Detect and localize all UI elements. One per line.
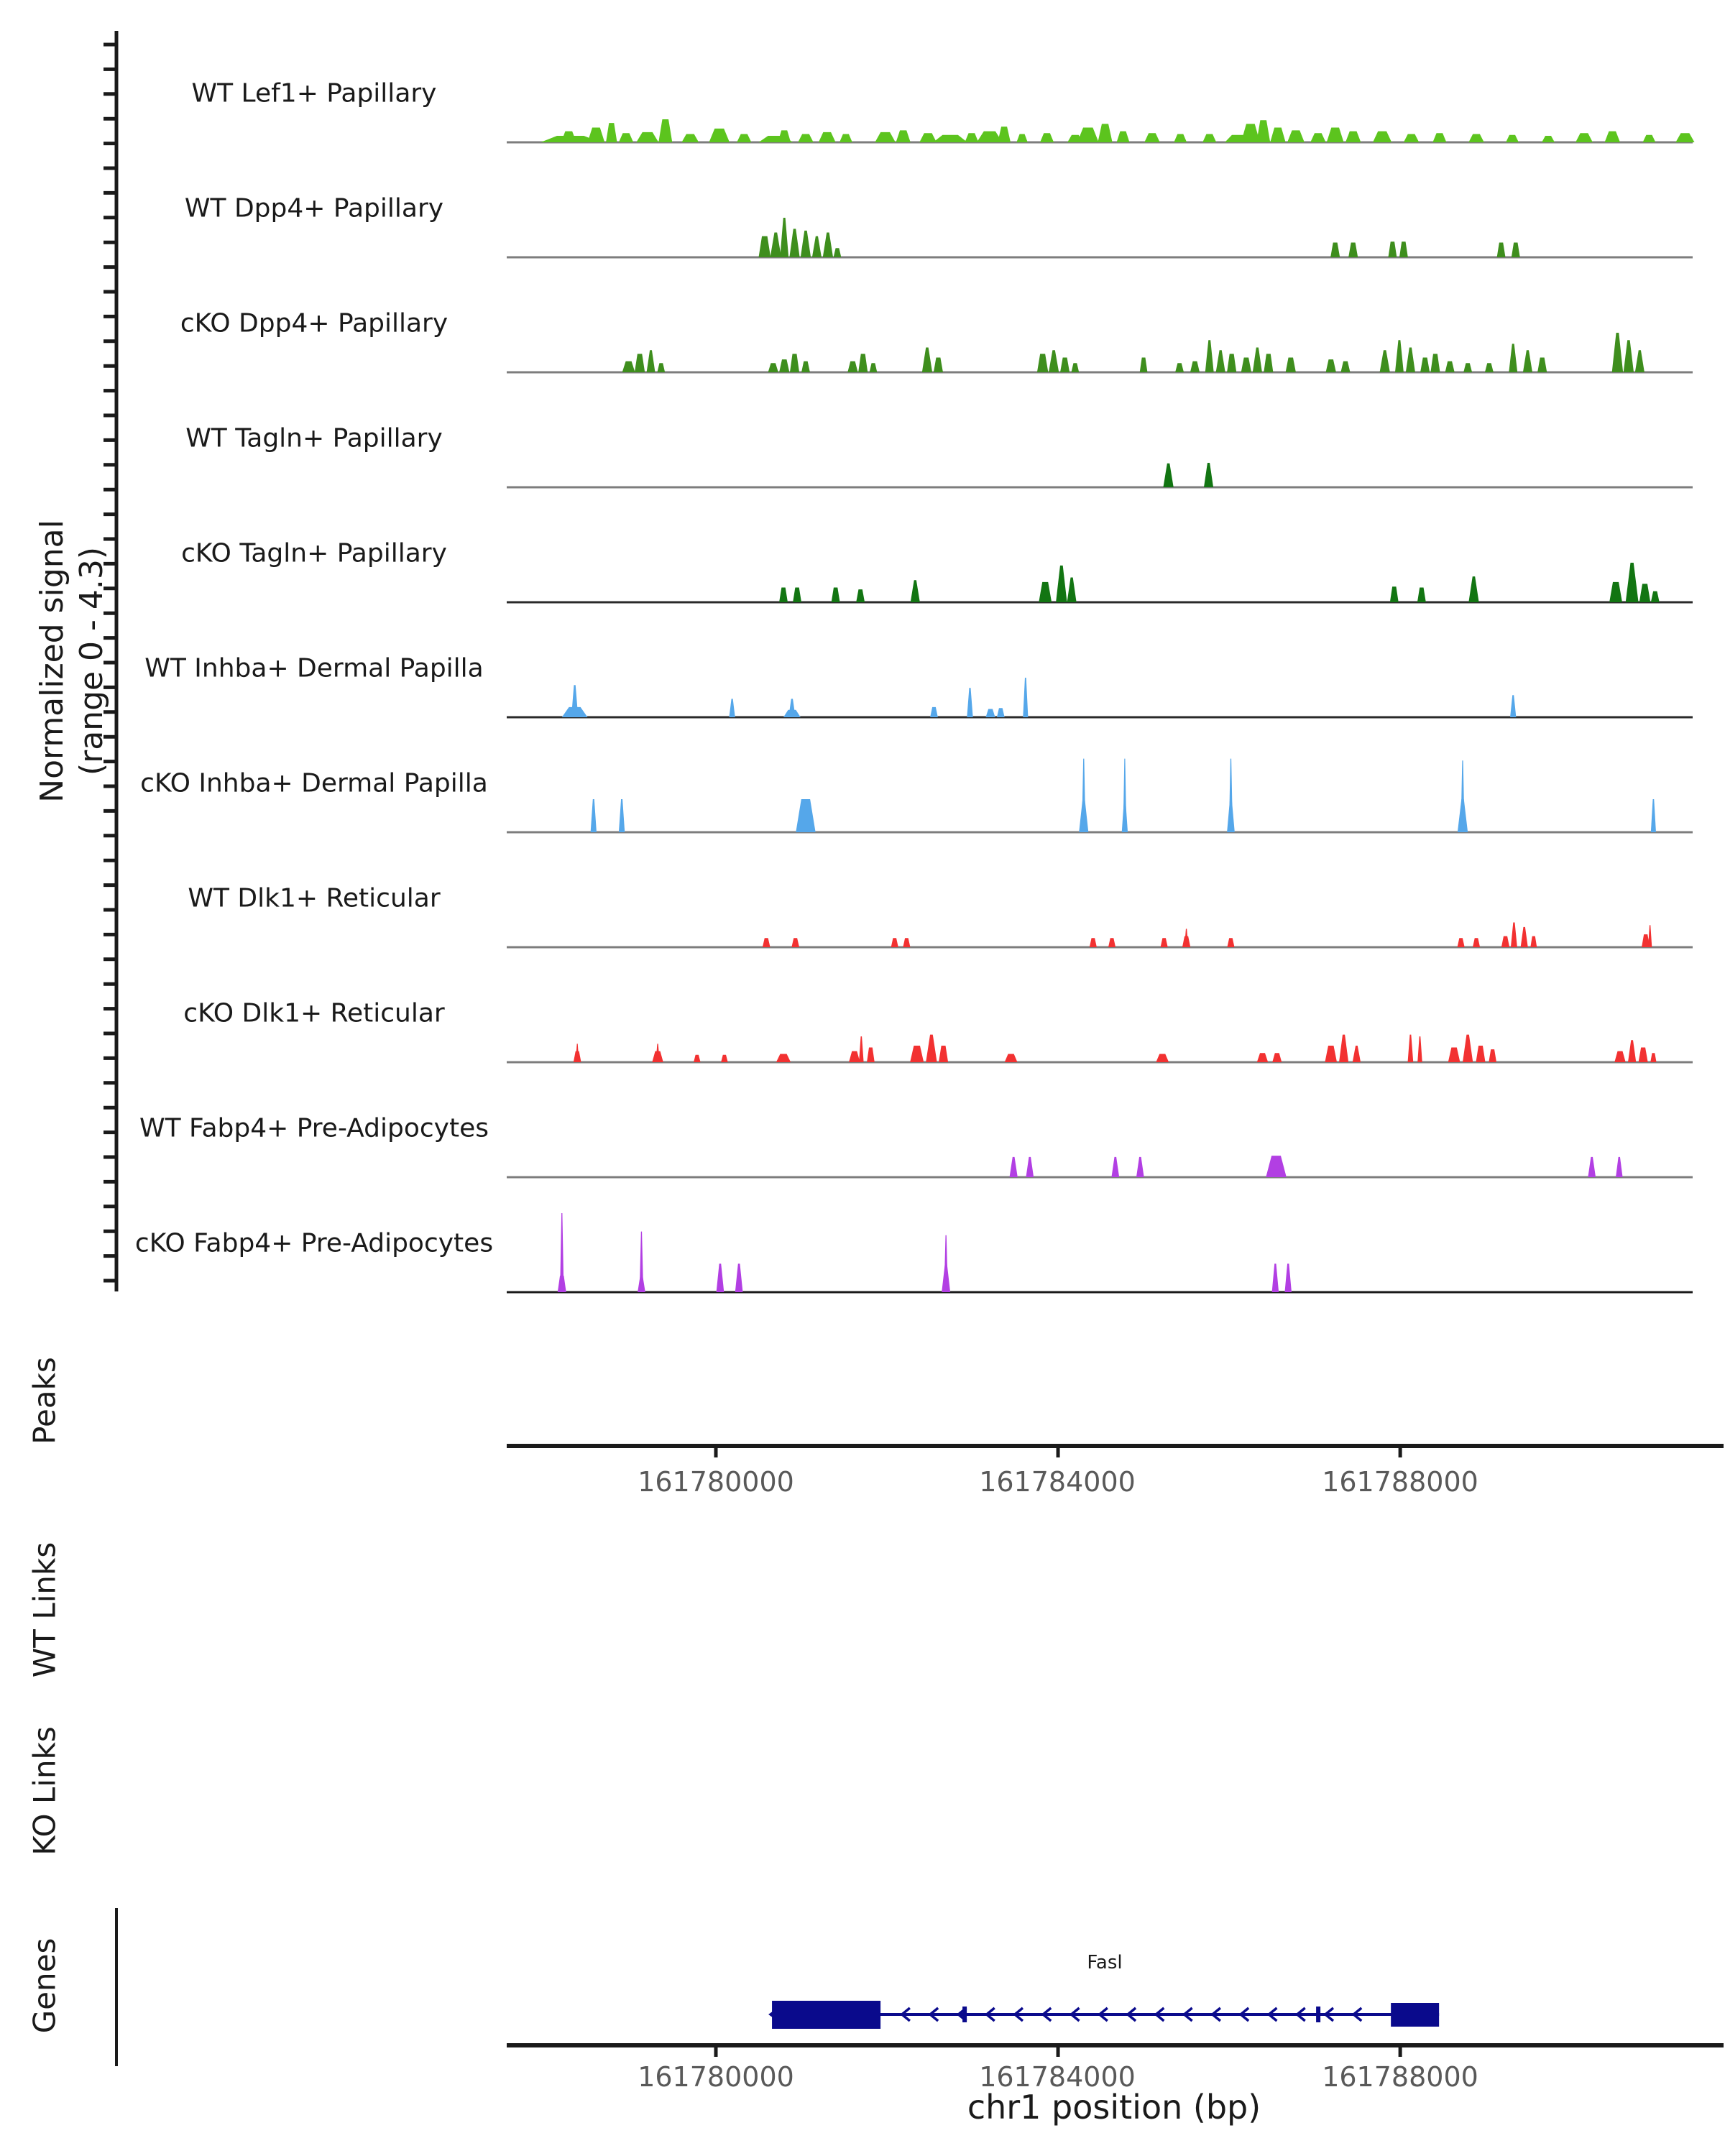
section-label-peaks: Peaks xyxy=(27,1357,63,1445)
signal-peak xyxy=(896,130,911,142)
signal-peak xyxy=(1509,344,1517,372)
track-label-wt-lef1: WT Lef1+ Papillary xyxy=(191,78,437,109)
x-axis-label: chr1 position (bp) xyxy=(967,2088,1261,2127)
signal-peak xyxy=(622,361,635,372)
signal-peak xyxy=(560,1213,564,1292)
signal-peak xyxy=(1430,354,1440,372)
signal-peak xyxy=(1648,925,1652,947)
signal-peak xyxy=(1432,133,1446,142)
signal-peak xyxy=(721,1055,728,1062)
track-label-wt-tagln: WT Tagln+ Papillary xyxy=(185,423,443,453)
signal-peak xyxy=(930,707,938,717)
signal-peak xyxy=(1458,938,1465,947)
signal-peak xyxy=(1040,133,1054,142)
gene-small-exon xyxy=(1316,2007,1320,2022)
signal-peak xyxy=(823,232,833,257)
signal-peak xyxy=(1346,132,1361,142)
signal-peak xyxy=(856,589,865,602)
signal-peak xyxy=(1257,1053,1268,1062)
signal-peak xyxy=(834,248,842,257)
signal-peak xyxy=(779,588,788,602)
signal-peak xyxy=(1077,128,1099,142)
signal-peak xyxy=(1542,136,1555,142)
y-axis-label-line2: (range 0 - 4.3) xyxy=(73,546,110,776)
signal-peak xyxy=(875,132,896,142)
signal-peak xyxy=(1253,347,1262,372)
signal-peak xyxy=(1576,133,1593,142)
signal-peak xyxy=(847,361,857,372)
signal-peak xyxy=(1635,350,1644,372)
signal-peak xyxy=(1060,358,1070,372)
signal-peak xyxy=(790,354,799,372)
signal-peak xyxy=(1098,124,1112,142)
signal-peak xyxy=(1270,128,1285,142)
signal-peak xyxy=(1227,354,1236,372)
signal-peak xyxy=(1287,130,1305,142)
signal-peak xyxy=(1380,350,1390,372)
signal-peak xyxy=(870,363,878,372)
signal-peak xyxy=(998,126,1011,142)
signal-peak xyxy=(1643,135,1656,142)
signal-peak xyxy=(793,588,801,602)
signal-peak xyxy=(1639,584,1650,602)
signal-peak xyxy=(709,129,730,142)
signal-peak xyxy=(737,134,751,142)
signal-peak xyxy=(926,1035,937,1062)
signal-peak xyxy=(717,1263,724,1292)
signal-peak xyxy=(1056,566,1067,602)
signal-peak xyxy=(1216,350,1225,372)
signal-peak xyxy=(1256,120,1270,142)
top-axis-tick-label-161780000: 161780000 xyxy=(638,1466,794,1498)
signal-peak xyxy=(1272,1263,1279,1292)
signal-peak xyxy=(1348,243,1358,257)
signal-peak xyxy=(780,218,788,257)
signal-peak xyxy=(1512,243,1520,257)
track-label-wt-fabp4: WT Fabp4+ Pre-Adipocytes xyxy=(139,1113,489,1143)
gene-name-fasl: Fasl xyxy=(1087,1952,1123,1973)
signal-peak xyxy=(1628,1040,1636,1062)
signal-peak xyxy=(922,347,932,372)
signal-peak xyxy=(606,123,617,142)
signal-peak xyxy=(1156,1054,1169,1062)
signal-peak xyxy=(832,588,840,602)
signal-peak xyxy=(1026,1157,1034,1177)
track-label-cko-fabp4: cKO Fabp4+ Pre-Adipocytes xyxy=(134,1228,494,1258)
signal-peak xyxy=(985,709,995,717)
signal-peak xyxy=(1626,563,1639,602)
signal-peak xyxy=(1651,591,1660,602)
signal-peak xyxy=(1605,132,1620,142)
signal-peak xyxy=(1473,938,1480,947)
top-axis-tick-label-161784000: 161784000 xyxy=(979,1466,1136,1498)
signal-peak xyxy=(587,128,604,142)
signal-peak xyxy=(640,1232,643,1292)
signal-peak xyxy=(1675,133,1694,142)
signal-peak xyxy=(1310,133,1325,142)
gene-exon xyxy=(772,2001,880,2029)
signal-peak xyxy=(1123,759,1127,832)
signal-peak xyxy=(1082,759,1085,832)
signal-peak xyxy=(1340,361,1350,372)
bottom-axis-tick-label-161780000: 161780000 xyxy=(638,2061,794,2093)
signal-peak xyxy=(1612,333,1623,372)
track-label-wt-dlk1: WT Dlk1+ Reticular xyxy=(188,883,441,913)
signal-peak xyxy=(967,688,972,717)
track-label-cko-inhba: cKO Inhba+ Dermal Papilla xyxy=(140,768,488,798)
signal-peak xyxy=(1205,340,1214,372)
signal-peak xyxy=(1161,938,1168,947)
signal-peak xyxy=(1537,358,1547,372)
signal-peak xyxy=(1264,354,1273,372)
signal-peak xyxy=(1497,243,1506,257)
signal-peak xyxy=(1174,134,1187,142)
signal-peak xyxy=(796,799,815,832)
signal-peak xyxy=(735,1263,743,1292)
signal-peak xyxy=(911,580,920,602)
signal-peak xyxy=(965,133,978,142)
signal-peak xyxy=(1284,1263,1292,1292)
signal-peak xyxy=(1609,582,1622,602)
signal-peak xyxy=(1468,134,1484,142)
signal-peak xyxy=(1037,354,1048,372)
signal-peak xyxy=(1404,134,1419,142)
signal-peak xyxy=(619,133,633,142)
signal-peak xyxy=(1373,132,1392,142)
signal-peak xyxy=(561,132,576,142)
signal-peak xyxy=(812,236,822,257)
signal-peak xyxy=(1510,695,1516,717)
signal-peak xyxy=(789,229,799,257)
signal-peak xyxy=(891,938,898,947)
signal-peak xyxy=(1330,243,1340,257)
signal-peak xyxy=(1448,1048,1460,1062)
signal-peak xyxy=(801,231,811,257)
signal-peak xyxy=(1395,340,1404,372)
signal-peak xyxy=(1523,350,1532,372)
signal-peak xyxy=(776,1054,791,1062)
signal-peak xyxy=(770,232,781,257)
signal-peak xyxy=(729,699,735,717)
signal-peak xyxy=(934,358,943,372)
signal-peak xyxy=(1175,363,1184,372)
signal-peak xyxy=(1229,759,1233,832)
y-axis-label-line1: Normalized signal xyxy=(34,520,70,803)
signal-peak xyxy=(919,133,937,142)
signal-peak xyxy=(1353,1046,1361,1062)
signal-peak xyxy=(1588,1157,1596,1177)
signal-peak xyxy=(798,134,813,142)
signal-peak xyxy=(1408,1035,1414,1062)
signal-peak xyxy=(1639,1048,1648,1062)
signal-peak xyxy=(1390,586,1399,602)
signal-peak xyxy=(1420,358,1430,372)
track-label-wt-dpp4: WT Dpp4+ Papillary xyxy=(184,193,444,224)
signal-peak xyxy=(657,363,665,372)
signal-peak xyxy=(1108,938,1116,947)
signal-peak xyxy=(1406,347,1415,372)
signal-peak xyxy=(1463,1035,1473,1062)
signal-peak xyxy=(1202,134,1216,142)
signal-peak xyxy=(1476,1046,1485,1062)
signal-peak xyxy=(1241,358,1251,372)
signal-peak xyxy=(1136,1157,1144,1177)
signal-peak xyxy=(849,1051,860,1062)
track-label-cko-tagln: cKO Tagln+ Papillary xyxy=(181,538,447,568)
signal-peak xyxy=(858,354,868,372)
signal-peak xyxy=(619,799,625,832)
signal-peak xyxy=(1624,340,1634,372)
signal-peak xyxy=(1005,1054,1018,1062)
signal-peak xyxy=(1016,134,1027,142)
signal-peak xyxy=(859,1036,864,1062)
section-label-ko-links: KO Links xyxy=(27,1726,63,1856)
signal-peak xyxy=(1614,1051,1625,1062)
signal-peak xyxy=(1067,577,1077,602)
signal-peak xyxy=(903,938,910,947)
signal-peak xyxy=(791,938,799,947)
signal-peak xyxy=(1501,936,1509,947)
signal-peak xyxy=(1163,464,1173,487)
signal-peak xyxy=(1650,1053,1656,1062)
signal-peak xyxy=(768,363,778,372)
signal-peak xyxy=(1090,938,1097,947)
signal-peak xyxy=(1445,361,1455,372)
signal-peak xyxy=(939,1046,948,1062)
signal-peak xyxy=(591,799,597,832)
signal-peak xyxy=(1111,1157,1119,1177)
signal-peak xyxy=(1485,363,1494,372)
signal-peak xyxy=(783,710,801,717)
signal-peak xyxy=(1651,799,1656,832)
signal-peak xyxy=(1399,241,1408,257)
y-axis-label xyxy=(32,520,111,803)
signal-peak xyxy=(759,236,771,257)
signal-peak xyxy=(819,132,836,142)
signal-peak xyxy=(1039,582,1052,602)
signal-peak xyxy=(1511,922,1517,947)
signal-peak xyxy=(636,132,658,142)
signal-peak xyxy=(1325,1046,1337,1062)
section-label-wt-links: WT Links xyxy=(27,1542,63,1678)
signal-peak xyxy=(681,134,699,142)
signal-peak xyxy=(1388,241,1397,257)
section-label-genes: Genes xyxy=(27,1938,63,2034)
track-label-wt-inhba: WT Inhba+ Dermal Papilla xyxy=(144,653,484,683)
signal-peak xyxy=(1616,1157,1623,1177)
signal-peak xyxy=(1530,936,1537,947)
signal-peak xyxy=(571,685,579,717)
signal-peak xyxy=(635,354,645,372)
bottom-axis-tick-label-161788000: 161788000 xyxy=(1322,2061,1478,2093)
signal-peak xyxy=(1072,363,1080,372)
signal-peak xyxy=(1227,938,1234,947)
signal-peak xyxy=(997,708,1005,717)
signal-peak xyxy=(1417,1036,1422,1062)
signal-peak xyxy=(1468,576,1478,602)
signal-peak xyxy=(1463,363,1472,372)
signal-peak xyxy=(1339,1035,1348,1062)
signal-peak xyxy=(944,1235,947,1292)
signal-peak xyxy=(801,361,810,372)
signal-peak xyxy=(778,130,791,142)
signal-peak xyxy=(910,1046,924,1062)
signal-peak xyxy=(658,119,672,142)
track-label-cko-dpp4: cKO Dpp4+ Papillary xyxy=(180,308,448,338)
gene-exon xyxy=(1391,2003,1439,2027)
signal-peak xyxy=(1286,358,1296,372)
bottom-axis-tick-label-161784000: 161784000 xyxy=(979,2061,1136,2093)
signal-peak xyxy=(1010,1157,1018,1177)
signal-peak xyxy=(694,1055,701,1062)
signal-peak xyxy=(1266,1156,1287,1177)
signal-peak xyxy=(1327,128,1344,142)
signal-peak xyxy=(1326,359,1336,372)
signal-peak xyxy=(1049,350,1059,372)
signal-peak xyxy=(1417,588,1426,602)
signal-peak xyxy=(763,938,770,947)
signal-peak xyxy=(1489,1049,1496,1062)
top-axis-tick-label-161788000: 161788000 xyxy=(1322,1466,1478,1498)
signal-peak xyxy=(1140,358,1148,372)
signal-peak xyxy=(840,134,852,142)
signal-peak xyxy=(1204,463,1213,487)
signal-peak xyxy=(779,359,789,372)
signal-peak xyxy=(1506,135,1519,142)
signal-peak xyxy=(1023,678,1028,717)
signal-peak xyxy=(1144,133,1159,142)
signal-peak xyxy=(647,350,656,372)
track-label-cko-dlk1: cKO Dlk1+ Reticular xyxy=(183,998,445,1028)
signal-peak xyxy=(1117,132,1130,142)
signal-peak xyxy=(1272,1053,1282,1062)
signal-peak xyxy=(867,1048,875,1062)
signal-peak xyxy=(1190,361,1200,372)
signal-peak xyxy=(933,135,967,142)
signal-peak xyxy=(1521,927,1528,947)
signal-peak xyxy=(1460,760,1464,832)
